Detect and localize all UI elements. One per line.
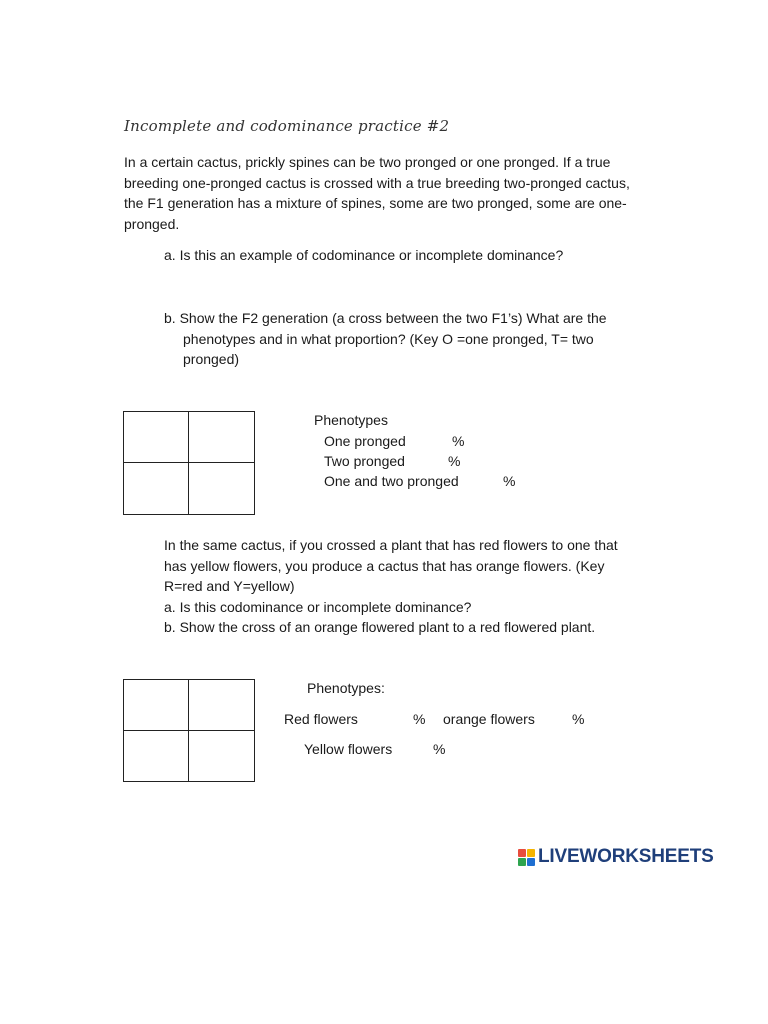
logo-text: LIVEWORKSHEETS xyxy=(538,846,714,867)
punnett-cell[interactable] xyxy=(189,463,254,514)
percent-blank[interactable]: % xyxy=(503,473,516,489)
phenotype-label: orange flowers xyxy=(443,711,535,727)
phenotype-label: Red flowers xyxy=(284,711,358,727)
phenotype-label: One pronged xyxy=(324,433,406,449)
question-1b-line: phenotypes and in what proportion? (Key O =one pronged, T= two xyxy=(183,330,594,347)
phenotype-label: Yellow flowers xyxy=(304,741,393,757)
liveworksheets-mark-icon xyxy=(518,849,535,866)
punnett-cell[interactable] xyxy=(189,731,254,782)
question-1b xyxy=(164,308,607,370)
punnett-cell[interactable] xyxy=(124,412,189,463)
percent-blank[interactable]: % xyxy=(433,741,446,757)
intro-line: breeding one-pronged cactus is crossed with a true breeding two-pronged cactus, xyxy=(124,174,630,191)
percent-blank[interactable]: % xyxy=(572,711,585,727)
phenotype-label: Two pronged xyxy=(324,453,405,469)
percent-blank[interactable]: % xyxy=(448,453,461,469)
intro-paragraph xyxy=(124,152,644,234)
logo-square xyxy=(527,849,535,857)
question-2b: b. Show the cross of an orange flowered plant to a red flowered plant. xyxy=(164,619,596,635)
phenotypes-heading: Phenotypes xyxy=(314,412,388,428)
question-1a: a. Is this an example of codominance or incomplete dominance? xyxy=(164,247,564,263)
punnett-cell[interactable] xyxy=(124,680,189,731)
part2-line: has yellow flowers, you produce a cactus that has orange flowers. (Key xyxy=(164,557,605,574)
logo-square xyxy=(527,858,535,866)
part2-line: R=red and Y=yellow) xyxy=(164,578,295,594)
intro-line: In a certain cactus, prickly spines can be two pronged or one pronged. If a true xyxy=(124,154,611,170)
punnett-cell[interactable] xyxy=(189,412,254,463)
intro-line: pronged. xyxy=(124,215,180,232)
phenotypes-heading: Phenotypes: xyxy=(307,680,385,696)
percent-blank[interactable]: % xyxy=(452,433,465,449)
part2-paragraph xyxy=(164,535,618,638)
intro-line: the F1 generation has a mixture of spines, some are two pronged, some are one- xyxy=(124,195,627,211)
percent-blank[interactable]: % xyxy=(413,711,426,727)
question-2a: a. Is this codominance or incomplete dominance? xyxy=(164,598,472,615)
logo-square xyxy=(518,849,526,857)
logo-square xyxy=(518,858,526,866)
punnett-cell[interactable] xyxy=(189,680,254,731)
question-1b-line: b. Show the F2 generation (a cross between the two F1’s) What are the xyxy=(164,310,607,326)
phenotype-label: One and two pronged xyxy=(324,473,459,489)
question-1b-line: pronged) xyxy=(183,351,240,367)
punnett-cell[interactable] xyxy=(124,731,189,782)
liveworksheets-logo xyxy=(518,846,714,868)
worksheet-title: Incomplete and codominance practice #2 xyxy=(124,117,450,135)
part2-line: In the same cactus, if you crossed a plant that has red flowers to one that xyxy=(164,537,618,553)
punnett-cell[interactable] xyxy=(124,463,189,514)
punnett-square-1[interactable] xyxy=(123,411,255,515)
punnett-square-2[interactable] xyxy=(123,679,255,782)
